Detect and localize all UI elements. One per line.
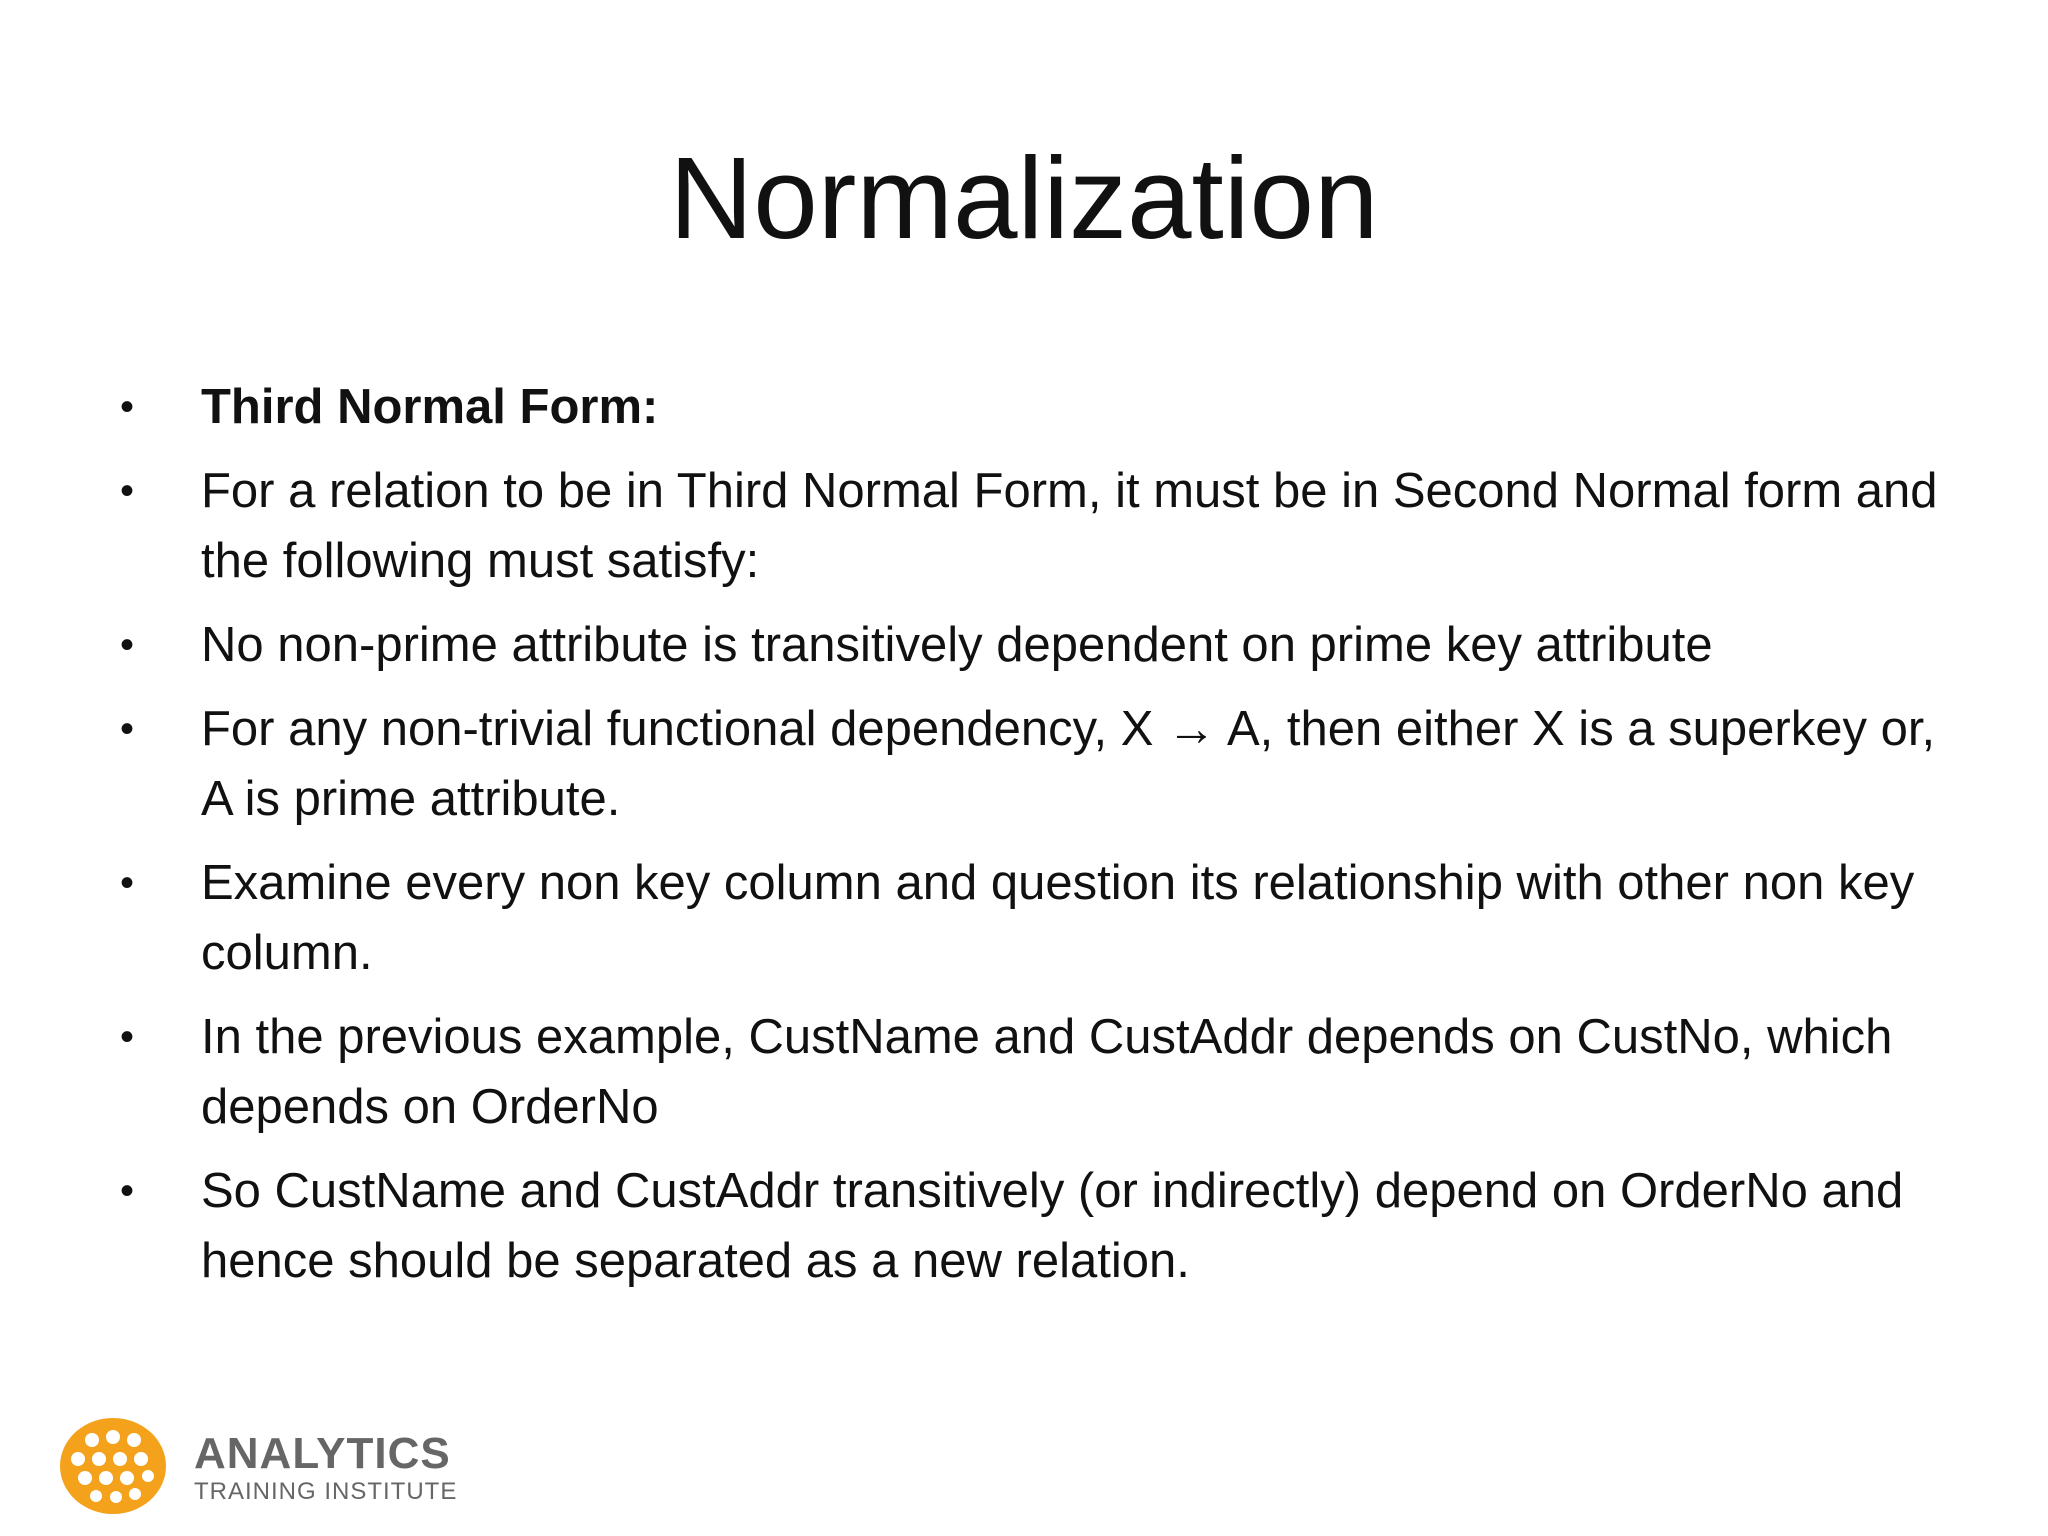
- analytics-logo: [58, 1416, 478, 1516]
- bullet-text: Third Normal Form:: [201, 380, 659, 434]
- bullet-text: In the previous example, CustName and CustAddr depends on CustNo, which depends on OrderNo: [201, 1010, 1893, 1134]
- bullet-item: [120, 372, 1950, 442]
- bullet-text: So CustName and CustAddr transitively (or indirectly) depend on OrderNo and hence should be separated as a new relation.: [201, 1164, 1904, 1288]
- bullet-item: [120, 456, 1950, 596]
- bullet-item: [120, 694, 1950, 834]
- logo-name: ANALYTICS: [194, 1429, 451, 1478]
- bullet-marker: •: [120, 707, 135, 751]
- bullet-marker: •: [120, 623, 135, 667]
- bullet-text: For a relation to be in Third Normal Form, it must be in Second Normal form and the following must satisfy:: [201, 464, 1938, 588]
- dotted-globe-icon: [58, 1416, 168, 1516]
- bullet-marker: •: [120, 861, 135, 905]
- bullet-list: [120, 372, 1950, 1310]
- slide-title: Normalization: [669, 133, 1379, 263]
- bullet-marker: •: [120, 469, 135, 513]
- bullet-item: [120, 1002, 1950, 1142]
- bullet-text: No non-prime attribute is transitively dependent on prime key attribute: [201, 618, 1713, 672]
- bullet-item: [120, 848, 1950, 988]
- bullet-item: [120, 610, 1950, 680]
- bullet-marker: •: [120, 1015, 135, 1059]
- bullet-marker: •: [120, 385, 135, 429]
- bullet-text: Examine every non key column and question its relationship with other non key column.: [201, 856, 1915, 980]
- logo-subtitle: TRAINING INSTITUTE: [194, 1478, 458, 1505]
- bullet-marker: •: [120, 1169, 135, 1213]
- bullet-item: [120, 1156, 1950, 1296]
- bullet-text: For any non-trivial functional dependency, X → A, then either X is a superkey or, A is prime attribute.: [201, 702, 1936, 826]
